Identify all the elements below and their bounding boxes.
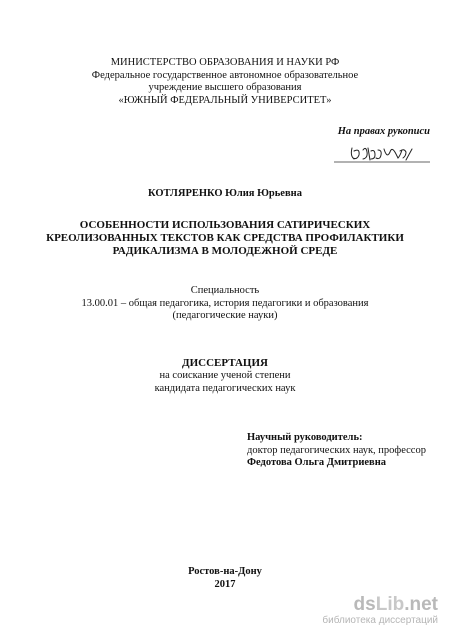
ministry-header: [0, 57, 450, 107]
rights-note: На правах рукописи: [337, 126, 430, 137]
specialty-field: (педагогические науки): [172, 310, 278, 321]
specialty-block: [0, 285, 450, 323]
watermark: [322, 595, 438, 627]
dissertation-heading: ДИССЕРТАЦИЯ: [182, 357, 268, 369]
specialty-label: Специальность: [190, 285, 260, 296]
supervisor-degree: доктор педагогических наук, профессор: [247, 444, 426, 456]
city: Ростов-на-Дону: [188, 566, 262, 577]
supervisor-block: [247, 432, 426, 470]
degree-line-2: кандидата педагогических наук: [154, 382, 296, 394]
specialty-code: 13.00.01 – общая педагогика, история педагогики и образования: [81, 297, 369, 309]
institution-type: Федеральное государственное автономное образовательное: [91, 69, 359, 81]
city-year-block: [0, 566, 450, 591]
university-name: «ЮЖНЫЙ ФЕДЕРАЛЬНЫЙ УНИВЕРСИТЕТ»: [118, 94, 332, 106]
supervisor-name: Федотова Ольга Дмитриевна: [247, 457, 387, 468]
institution-level: учреждение высшего образования: [148, 82, 302, 93]
title-line-3: РАДИКАЛИЗМА В МОЛОДЕЖНОЙ СРЕДЕ: [112, 245, 338, 257]
watermark-logo: [322, 595, 438, 615]
title-line-2: КРЕОЛИЗОВАННЫХ ТЕКСТОВ КАК СРЕДСТВА ПРОФИЛАКТИКИ: [46, 232, 404, 244]
watermark-subtitle: библиотека диссертаций: [322, 615, 438, 626]
supervisor-label: Научный руководитель:: [247, 432, 363, 443]
ministry-name: МИНИСТЕРСТВО ОБРАЗОВАНИЯ И НАУКИ РФ: [110, 57, 340, 68]
watermark-logo-lib: Lib: [375, 594, 405, 615]
dissertation-title: [0, 219, 450, 258]
signature-image: [334, 142, 432, 166]
degree-line-1: на соискание ученой степени: [159, 370, 291, 381]
author-name: КОТЛЯРЕНКО Юлия Юрьевна: [148, 188, 302, 199]
title-line-1: ОСОБЕННОСТИ ИСПОЛЬЗОВАНИЯ САТИРИЧЕСКИХ: [79, 219, 371, 231]
watermark-logo-ds: ds: [353, 594, 376, 615]
year: 2017: [214, 578, 236, 590]
watermark-logo-net: .net: [404, 594, 438, 615]
dissertation-block: [0, 357, 450, 395]
